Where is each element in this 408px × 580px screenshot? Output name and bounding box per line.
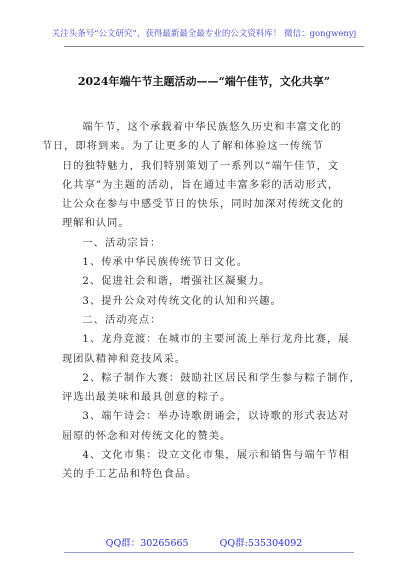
list-item	[62, 369, 362, 408]
list-item	[62, 292, 362, 311]
text-line: 化共享”为主题的活动，旨在通过丰富多彩的活动形式，	[62, 179, 340, 191]
text-line: 让公众在参与中感受节日的快乐，同时加深对传统文化的	[62, 199, 345, 211]
text-line: 日的独特魅力，我们特别策划了一系列以“端午佳节，文	[62, 160, 340, 172]
section-heading-purpose	[62, 234, 362, 253]
text-line: 1、龙舟竞渡：在城市的主要河流上举行龙舟比赛，展	[82, 334, 350, 346]
paragraph-intro	[41, 118, 362, 234]
list-item	[62, 330, 362, 369]
text-line: 现团队精神和竞技风采。	[62, 353, 187, 365]
text-line: 1、传承中华民族传统节日文化。	[82, 257, 248, 269]
text-line: 2、粽子制作大赛：鼓励社区居民和学生参与粽子制作，	[82, 372, 361, 384]
header-divider	[64, 46, 364, 47]
text-line: 3、提升公众对传统文化的认知和兴趣。	[82, 295, 282, 307]
qq-group-right: QQ群:535304092	[219, 538, 303, 549]
text-line: 理解和认同。	[62, 218, 130, 230]
text-line: 2、促进社会和谐，增强社区凝聚力。	[82, 276, 271, 288]
list-item	[62, 253, 362, 272]
list-item	[62, 407, 362, 446]
text-line: 关的手工艺品和特色食品。	[62, 469, 198, 481]
header-note: 关注头条号“公文研究”，获得最新最全最专业的公文资料库！ 微信：gongwenyj	[51, 29, 357, 39]
text-line: 3、端午诗会：举办诗歌朗诵会，以诗歌的形式表达对	[82, 411, 350, 423]
section-heading-highlights	[62, 311, 362, 330]
text-line: 屈原的怀念和对传统文化的赞美。	[62, 430, 232, 442]
qq-group-left: QQ群：30265665	[105, 538, 189, 549]
document-title: 2024年端午节主题活动——“端午佳节，文化共享”	[77, 75, 331, 88]
document-body	[41, 118, 362, 485]
text-line: 节日，即将到来。为了让更多的人了解和体验这一传统节	[41, 141, 324, 153]
text-line: 评选出最美味和最具创意的粽子。	[62, 392, 232, 404]
text-line: 一、活动宗旨：	[82, 237, 162, 249]
text-line: 端午节，这个承载着中华民族悠久历史和丰富文化的	[82, 122, 343, 133]
footer-qq-groups	[0, 537, 408, 551]
text-line: 二、活动亮点：	[82, 314, 162, 326]
footer-divider	[64, 552, 354, 553]
list-item	[62, 446, 362, 485]
text-line: 4、文化市集：设立文化市集，展示和销售与端午节相	[82, 450, 350, 462]
list-item	[62, 272, 362, 291]
